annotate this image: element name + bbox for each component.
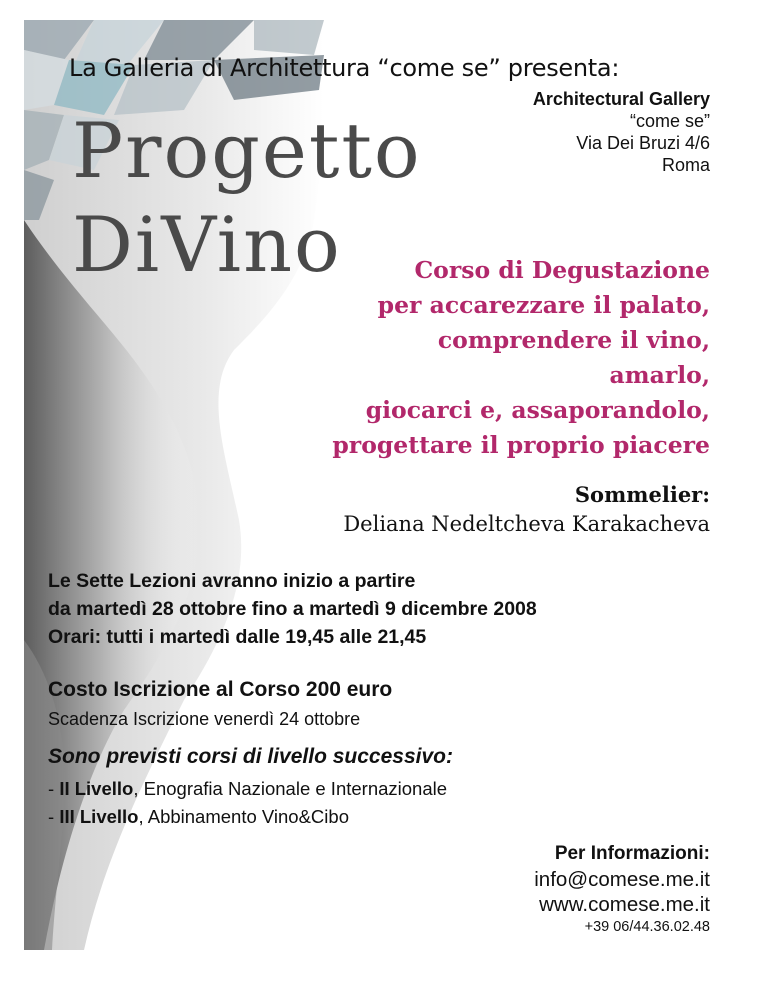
contact-phone: +39 06/44.36.02.48 bbox=[584, 919, 710, 935]
tagline-line: Corso di Degustazione bbox=[414, 256, 710, 284]
intro-text: La Galleria di Architettura “come se” presenta: bbox=[69, 54, 620, 82]
level-description: , Abbinamento Vino&Cibo bbox=[138, 806, 349, 827]
gallery-subname: “come se” bbox=[629, 111, 710, 131]
poster bbox=[24, 20, 746, 950]
level-description: , Enografia Nazionale e Internazionale bbox=[133, 778, 448, 799]
sommelier-name: Deliana Nedeltcheva Karakacheva bbox=[343, 512, 710, 536]
tagline-line: comprendere il vino, bbox=[437, 326, 710, 354]
level-item bbox=[48, 806, 349, 828]
title-line-1: Progetto bbox=[72, 106, 422, 195]
tagline-line: per accarezzare il palato, bbox=[377, 291, 710, 319]
title-line-2: DiVino bbox=[72, 200, 342, 289]
level-prefix: - bbox=[48, 778, 60, 799]
level-prefix: - bbox=[48, 806, 60, 827]
course-tagline bbox=[332, 253, 710, 463]
gallery-street: Via Dei Bruzi 4/6 bbox=[576, 133, 710, 153]
schedule-line: Le Sette Lezioni avranno inizio a partire bbox=[48, 570, 416, 592]
level-item bbox=[48, 778, 447, 800]
levels-title: Sono previsti corsi di livello successivo: bbox=[48, 745, 453, 768]
schedule-block bbox=[48, 567, 537, 651]
schedule-line: da martedì 28 ottobre fino a martedì 9 dicembre 2008 bbox=[48, 598, 537, 620]
tagline-line: giocarci e, assaporandolo, bbox=[365, 396, 710, 424]
gallery-city: Roma bbox=[661, 155, 710, 175]
sommelier-label: Sommelier: bbox=[574, 482, 710, 507]
tagline-line: progettare il proprio piacere bbox=[332, 431, 710, 459]
tagline-line: amarlo, bbox=[609, 361, 710, 389]
cost-title: Costo Iscrizione al Corso 200 euro bbox=[48, 678, 393, 701]
gallery-name: Architectural Gallery bbox=[532, 89, 710, 109]
schedule-line: Orari: tutti i martedì dalle 19,45 alle 21,45 bbox=[48, 626, 427, 648]
level-name: II Livello bbox=[59, 778, 134, 799]
gallery-address bbox=[533, 88, 710, 176]
contact-website: www.comese.me.it bbox=[539, 893, 710, 916]
registration-deadline: Scadenza Iscrizione venerdì 24 ottobre bbox=[48, 709, 361, 729]
level-name: III Livello bbox=[59, 806, 139, 827]
contact-email: info@comese.me.it bbox=[534, 868, 710, 891]
info-label: Per Informazioni: bbox=[554, 843, 710, 864]
